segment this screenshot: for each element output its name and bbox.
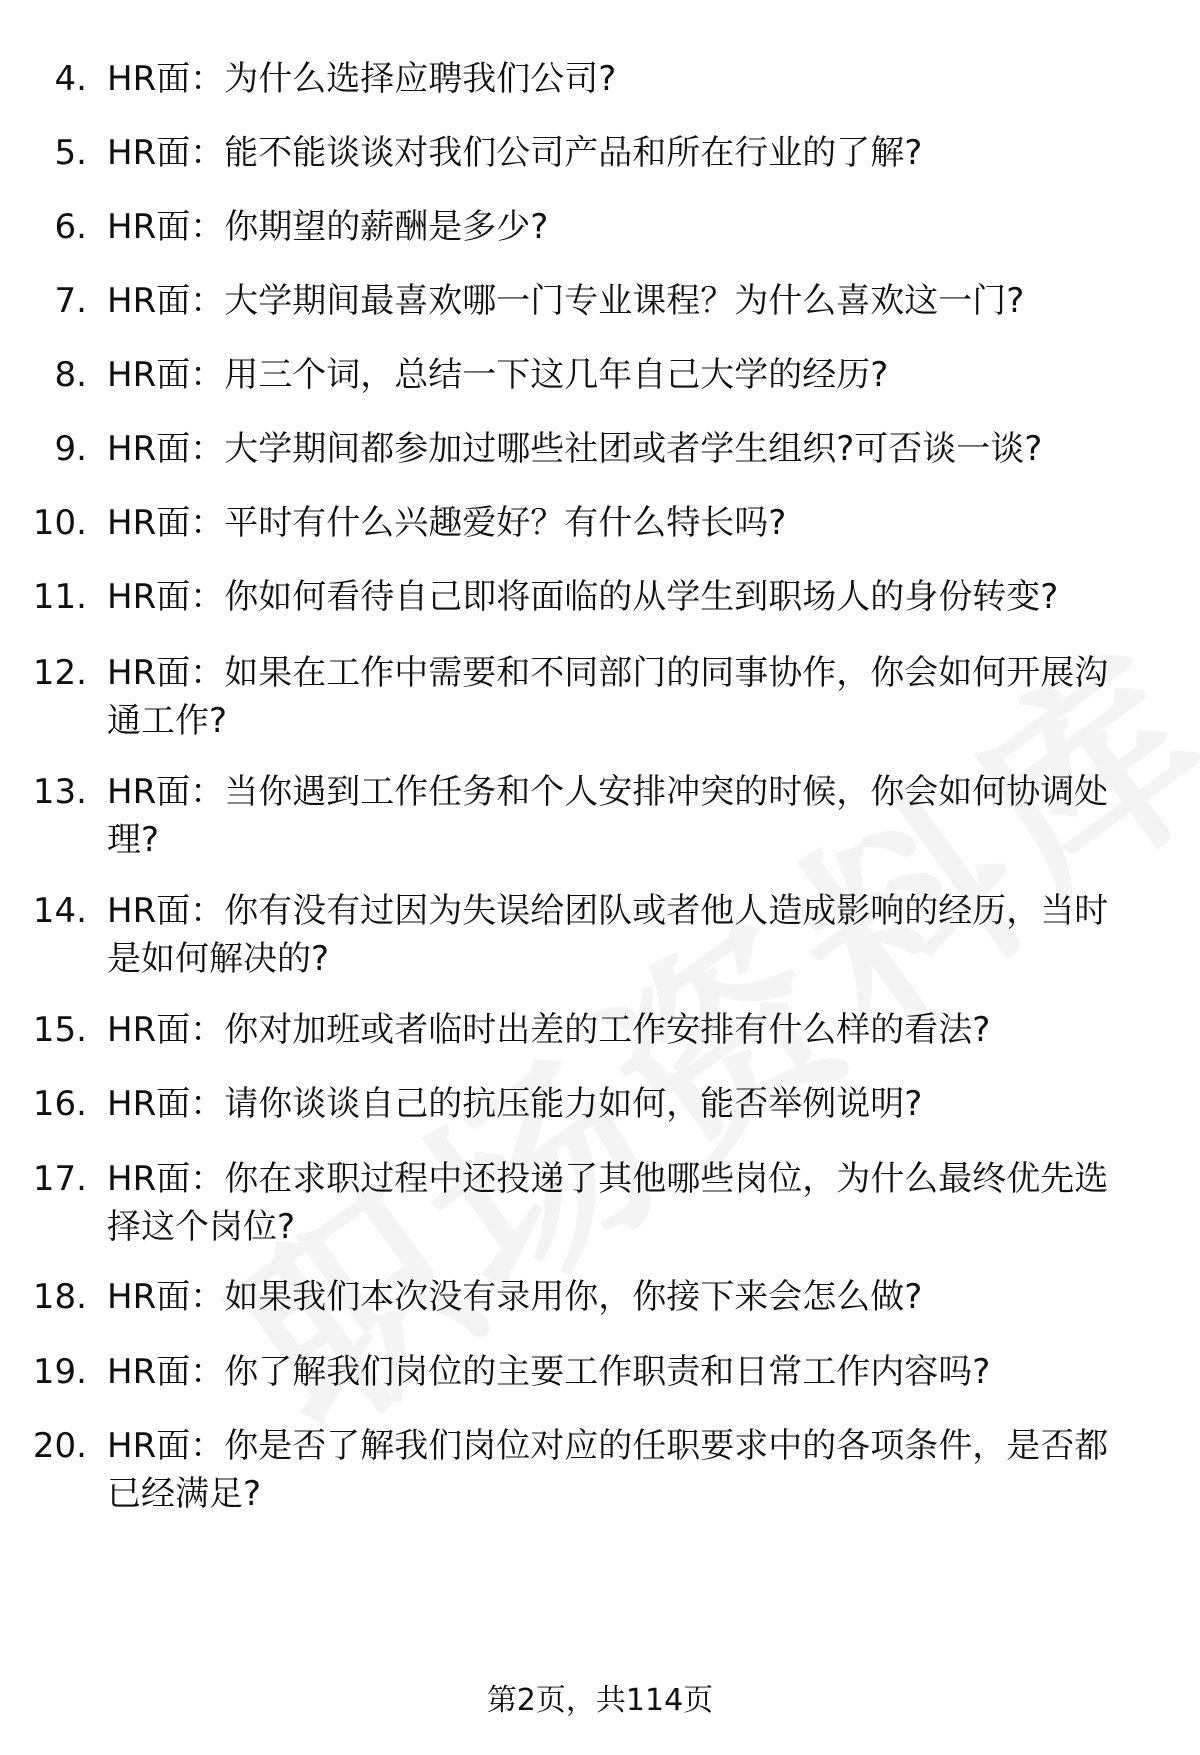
question-number: 7. bbox=[54, 281, 87, 321]
question-text: HR面：你对加班或者临时出差的工作安排有什么样的看法? bbox=[107, 1010, 991, 1050]
question-text: HR面：当你遇到工作任务和个人安排冲突的时候，你会如何协调处理? bbox=[107, 772, 1109, 860]
question-text: HR面：请你谈谈自己的抗压能力如何，能否举例说明? bbox=[107, 1084, 923, 1124]
question-number: 12. bbox=[32, 653, 87, 693]
question-number: 15. bbox=[32, 1010, 87, 1050]
question-text: HR面：为什么选择应聘我们公司? bbox=[107, 59, 617, 99]
question-number: 8. bbox=[54, 355, 87, 395]
question-number: 4. bbox=[54, 59, 87, 99]
list-item bbox=[0, 1348, 1200, 1396]
question-number: 11. bbox=[32, 577, 87, 617]
question-text: HR面：平时有什么兴趣爱好？有什么特长吗? bbox=[107, 503, 787, 543]
list-item bbox=[0, 887, 1200, 983]
question-text: HR面：你是否了解我们岗位对应的任职要求中的各项条件，是否都已经满足? bbox=[107, 1426, 1109, 1514]
question-number: 14. bbox=[32, 891, 87, 931]
question-number: 13. bbox=[32, 772, 87, 812]
list-item bbox=[0, 277, 1200, 325]
list-item bbox=[0, 129, 1200, 177]
list-item bbox=[0, 55, 1200, 103]
question-number: 9. bbox=[54, 429, 87, 469]
question-number: 16. bbox=[32, 1084, 87, 1124]
list-item bbox=[0, 1006, 1200, 1054]
question-text: HR面：你如何看待自己即将面临的从学生到职场人的身份转变? bbox=[107, 577, 1059, 617]
list-item bbox=[0, 1273, 1200, 1321]
question-number: 5. bbox=[54, 133, 87, 173]
question-text: HR面：用三个词，总结一下这几年自己大学的经历? bbox=[107, 355, 889, 395]
question-text: HR面：你了解我们岗位的主要工作职责和日常工作内容吗? bbox=[107, 1352, 991, 1392]
list-item bbox=[0, 768, 1200, 864]
question-number: 6. bbox=[54, 207, 87, 247]
question-number: 18. bbox=[32, 1277, 87, 1317]
question-text: HR面：如果我们本次没有录用你，你接下来会怎么做? bbox=[107, 1277, 923, 1317]
list-item bbox=[0, 499, 1200, 547]
question-text: HR面：能不能谈谈对我们公司产品和所在行业的了解? bbox=[107, 133, 923, 173]
page-indicator: 第2页，共114页 bbox=[486, 1683, 714, 1718]
question-text: HR面：你有没有过因为失误给团队或者他人造成影响的经历，当时是如何解决的? bbox=[107, 891, 1109, 979]
list-item bbox=[0, 203, 1200, 251]
list-item bbox=[0, 573, 1200, 621]
list-item bbox=[0, 1422, 1200, 1518]
question-text: HR面：大学期间都参加过哪些社团或者学生组织?可否谈一谈? bbox=[107, 429, 1043, 469]
list-item bbox=[0, 351, 1200, 399]
question-text: HR面：如果在工作中需要和不同部门的同事协作，你会如何开展沟通工作? bbox=[107, 653, 1109, 741]
list-item bbox=[0, 1155, 1200, 1251]
question-text: HR面：你期望的薪酬是多少? bbox=[107, 207, 549, 247]
question-number: 19. bbox=[32, 1352, 87, 1392]
question-text: HR面：你在求职过程中还投递了其他哪些岗位，为什么最终优先选择这个岗位? bbox=[107, 1159, 1109, 1247]
question-number: 20. bbox=[32, 1426, 87, 1466]
question-number: 10. bbox=[32, 503, 87, 543]
question-text: HR面：大学期间最喜欢哪一门专业课程？为什么喜欢这一门? bbox=[107, 281, 1025, 321]
list-item bbox=[0, 1080, 1200, 1128]
list-item bbox=[0, 649, 1200, 745]
question-number: 17. bbox=[32, 1159, 87, 1199]
list-item bbox=[0, 425, 1200, 473]
